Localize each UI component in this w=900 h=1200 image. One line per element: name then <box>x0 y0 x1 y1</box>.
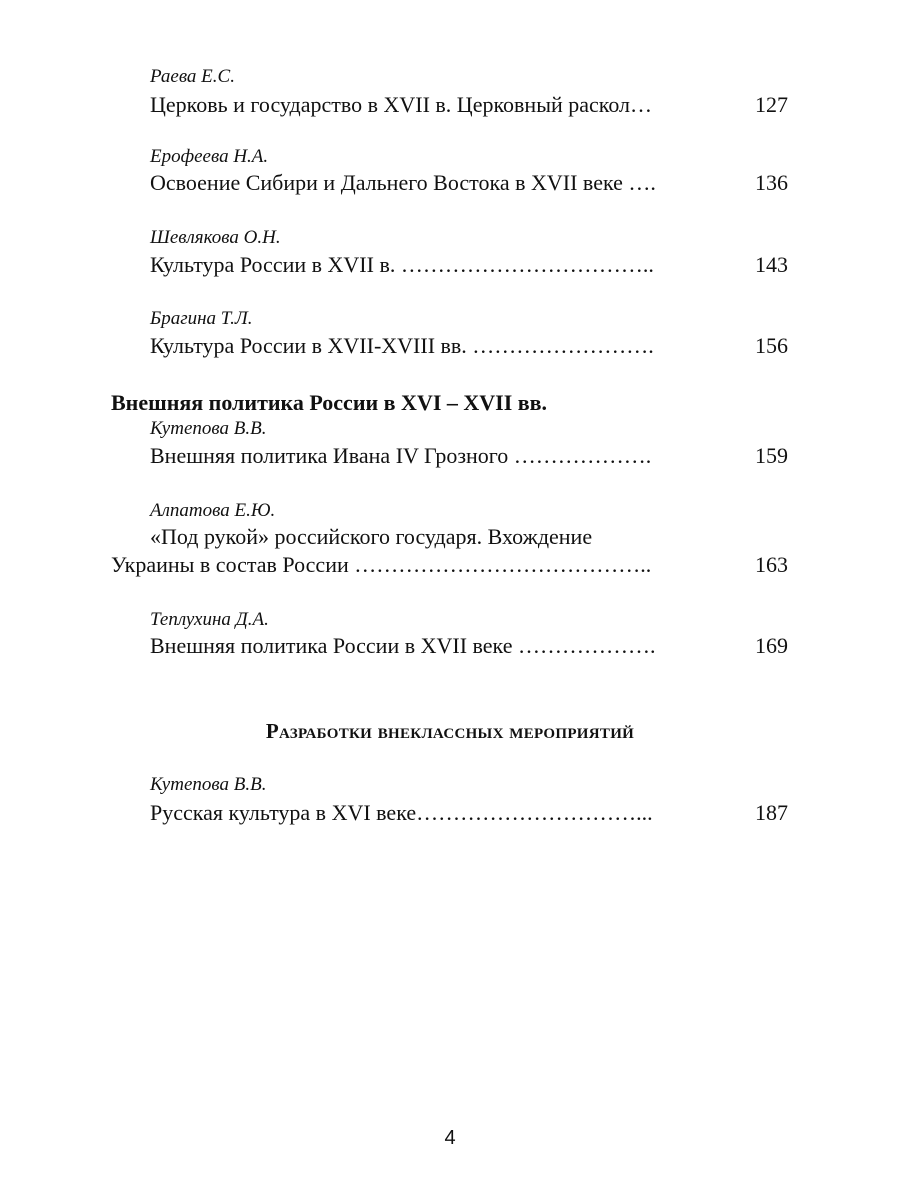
toc-entry-page: 143 <box>755 252 788 277</box>
toc-entry-page: 136 <box>755 170 788 195</box>
toc-entry-author: Кутепова В.В. <box>150 418 267 439</box>
toc-entry-author: Теплухина Д.А. <box>150 609 269 630</box>
toc-entry-author: Алпатова Е.Ю. <box>150 500 276 521</box>
toc-entry-author: Раева Е.С. <box>150 66 235 87</box>
toc-entry-author: Ерофеева Н.А. <box>150 146 269 167</box>
toc-entry-title: Освоение Сибири и Дальнего Востока в XVII веке …. <box>150 170 656 195</box>
toc-entry-page: 127 <box>755 92 788 117</box>
section-heading-extracurricular: Разработки внеклассных мероприятий <box>265 719 635 743</box>
toc-entry-title: Культура России в XVII в. …………………………….. <box>150 252 654 277</box>
toc-entry-page: 156 <box>755 333 788 358</box>
toc-entry-title-line2: Украины в состав России ………………………………….. <box>111 552 652 577</box>
toc-entry-title: Церковь и государство в XVII в. Церковный раскол… <box>150 92 653 117</box>
section-heading-foreign-policy: Внешняя политика России в XVI – XVII вв. <box>111 390 548 415</box>
toc-entry-page: 159 <box>755 443 788 468</box>
toc-entry-title: Культура России в XVII-XVIII вв. ……………………. <box>150 333 654 358</box>
toc-entry-author: Брагина Т.Л. <box>150 308 253 329</box>
toc-entry-page: 163 <box>755 552 788 577</box>
toc-entry-author: Кутепова В.В. <box>150 774 267 795</box>
toc-entry-page: 187 <box>755 800 788 825</box>
toc-entry-title: Внешняя политика России в XVII веке ………………. <box>150 633 656 658</box>
toc-entry-page: 169 <box>755 633 788 658</box>
page-number: 4 <box>444 1127 456 1149</box>
toc-entry-title: Внешняя политика Ивана IV Грозного ………………. <box>150 443 652 468</box>
toc-entry-title: Русская культура в XVI веке…………………………... <box>150 800 653 825</box>
toc-entry-title-line1: «Под рукой» российского государя. Вхождение <box>150 524 593 549</box>
toc-entry-author: Шевлякова О.Н. <box>150 227 281 248</box>
